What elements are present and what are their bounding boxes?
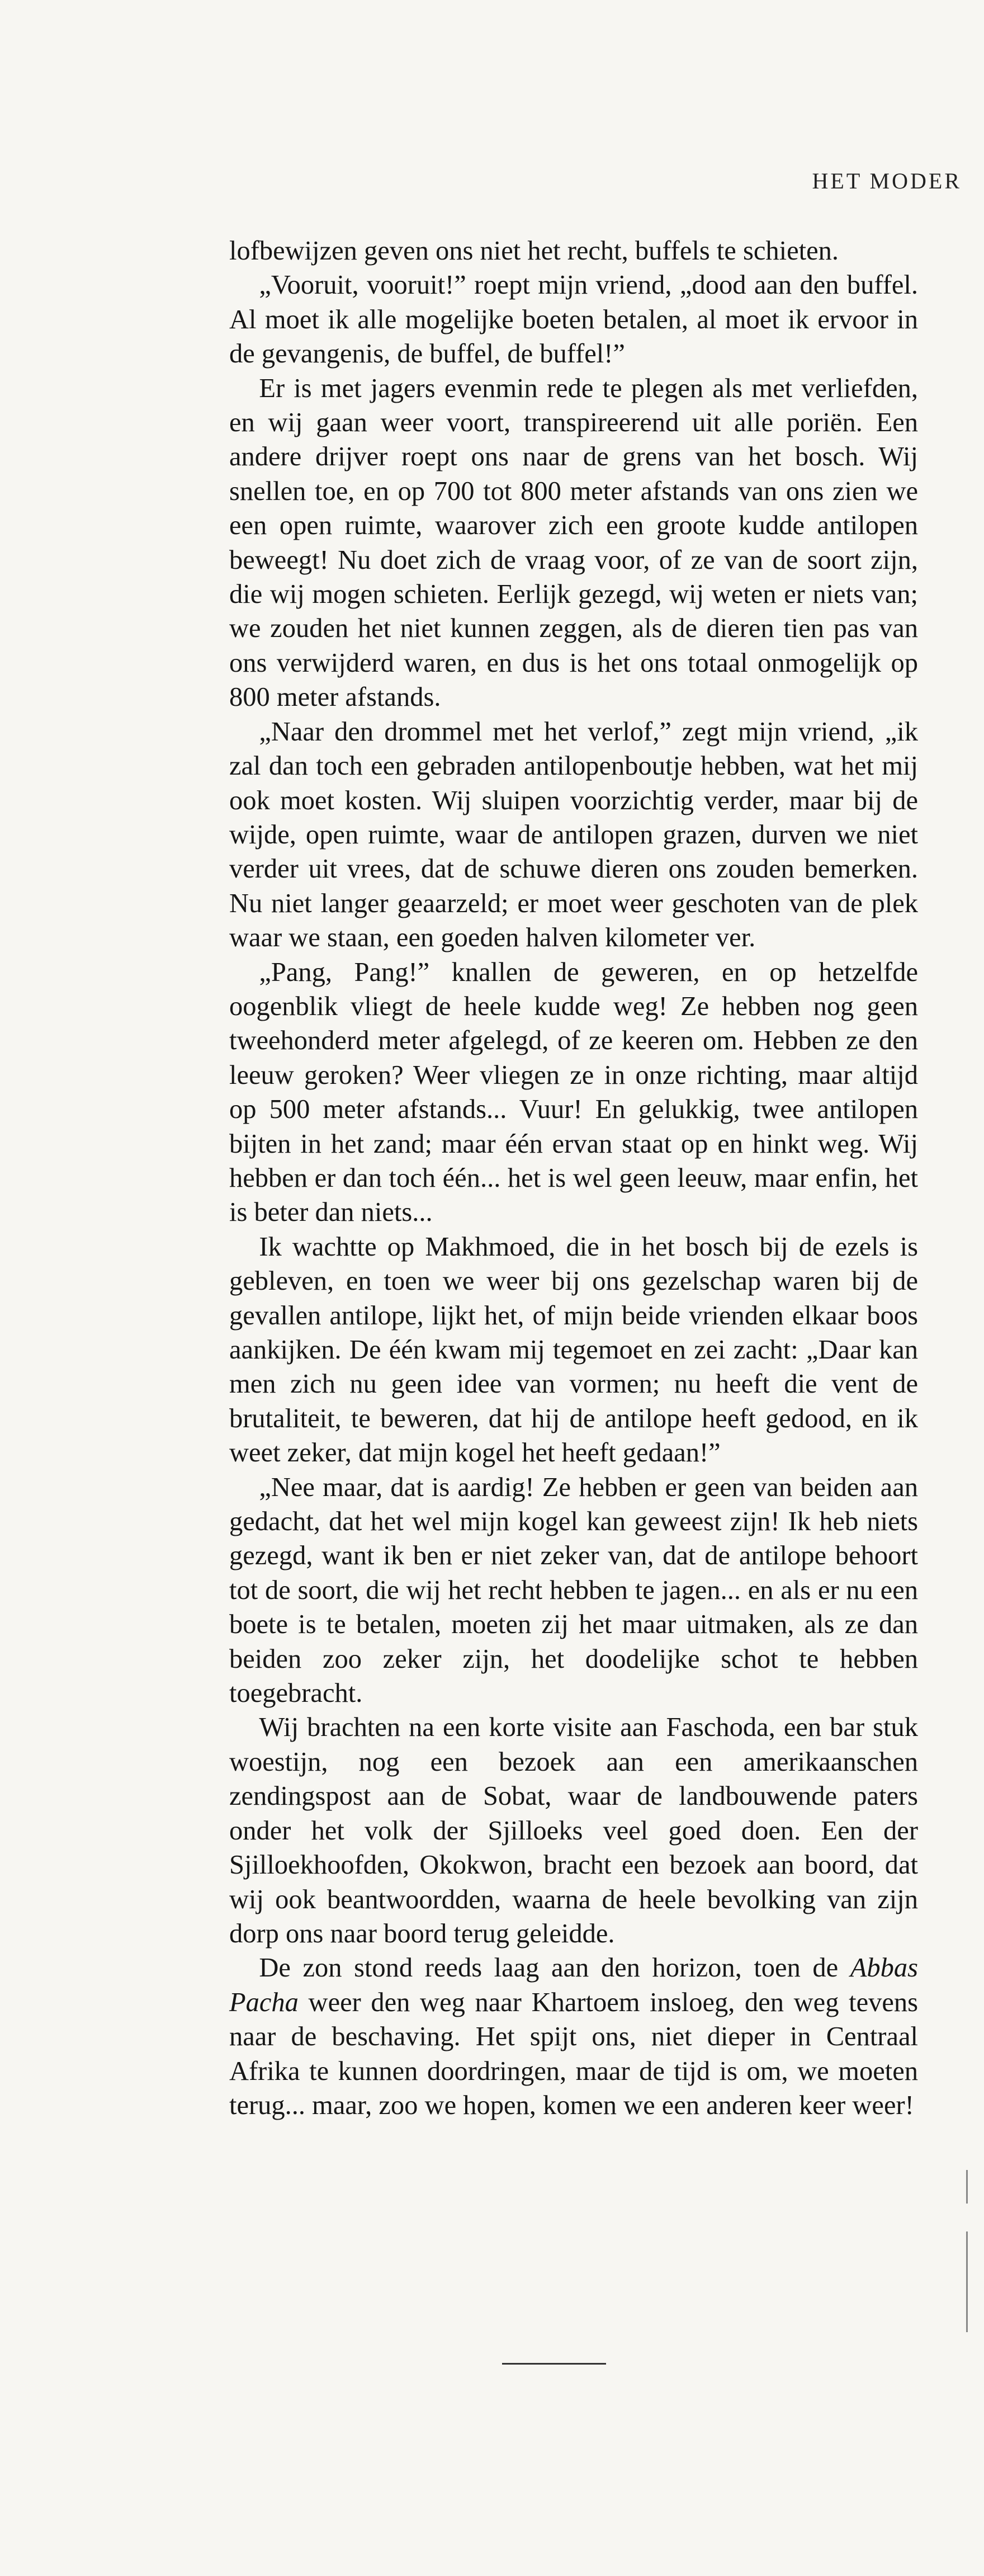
ship-name: Abbas Pacha [229, 1953, 918, 2017]
paragraph-7: „Nee maar, dat is aardig! Ze hebben er geen van beiden aan gedacht, dat het wel mijn kogel kan geweest zijn! Ik heb niets gezegd, want ik ben er niet zeker van, dat de antilope behoort tot de soort, die wij het recht hebben te jagen... en als er nu een boete is te betalen, moeten zij het maar uitmaken, als ze dan beiden zoo zeker zijn, het doodelijke schot te hebben toegebracht. [229, 1472, 918, 1709]
paragraph-2: „Vooruit, vooruit!” roept mijn vriend, „dood aan den buffel. Al moet ik alle mogelijke boeten betalen, al moet ik ervoor in de gevangenis, de buffel, de buffel!” [229, 270, 918, 369]
paragraph-4: „Naar den drommel met het verlof,” zegt mijn vriend, „ik zal dan toch een gebraden antilopenboutje hebben, wat het mij ook moet kosten. Wij sluipen voorzichtig verder, maar bij de wijde, open ruimte, waar de antilopen grazen, durven we niet verder uit vrees, dat de schuwe dieren ons zouden bemerken. Nu niet langer geaarzeld; er moet weer geschoten van de plek waar we staan, een goeden halven kilometer ver. [229, 716, 918, 953]
paragraph-5: „Pang, Pang!” knallen de geweren, en op hetzelfde oogenblik vliegt de heele kudde weg! Ze hebben nog geen tweehonderd meter afgelegd, of ze keeren om. Hebben ze den leeuw geroken? Weer vliegen ze in onze richting, maar altijd op 500 meter afstands... Vuur! En gelukkig, twee antilopen bijten in het zand; maar één ervan staat op en hinkt weg. Wij hebben er dan toch één... het is wel geen leeuw, maar enfin, het is beter dan niets... [229, 957, 918, 1228]
article-text-column [229, 234, 918, 2122]
paragraph-8: Wij brachten na een korte visite aan Faschoda, een bar stuk woestijn, nog een bezoek aan een amerikaanschen zendingspost aan de Sobat, waar de landbouwende paters onder het volk der Sjilloeks veel goed doen. Een der Sjilloekhoofden, Okokwon, bracht een bezoek aan boord, dat wij ook beantwoordden, waarna de heele bevolking van zijn dorp ons naar boord terug geleidde. [229, 1712, 918, 1948]
paragraph-3: Er is met jagers evenmin rede te plegen als met verliefden, en wij gaan weer voort, transpireerend uit alle poriën. Een andere drijver roept ons naar de grens van het bosch. Wij snellen toe, en op 700 tot 800 meter afstands van ons zien we een open ruimte, waarover zich een groote kudde antilopen beweegt! Nu doet zich de vraag voor, of ze van de soort zijn, die wij mogen schieten. Eerlijk gezegd, wij weten er niets van; we zouden het niet kunnen zeggen, als de dieren tien pas van ons verwijderd waren, en dus is het ons totaal onmogelijk op 800 meter afstands. [229, 373, 918, 713]
paragraph-6: Ik wachtte op Makhmoed, die in het bosch bij de ezels is gebleven, en toen we weer bij ons gezelschap waren bij de gevallen antilope, lijkt het, of mijn beide vrienden elkaar boos aankijken. De één kwam mij tegemoet en zei zacht: „Daar kan men zich nu geen idee van vormen; nu heeft die vent de brutaliteit, te beweren, dat hij de antilope heeft gedood, en ik weet zeker, dat mijn kogel het heeft gedaan!” [229, 1232, 918, 1468]
margin-edge-mark [966, 2170, 968, 2204]
paragraph-9-after: weer den weg naar Khartoem insloeg, den weg tevens naar de beschaving. Het spijt ons, niet dieper in Centraal Afrika te kunnen doordringen, maar de tijd is om, we moeten terug... maar, zoo we hopen, komen we een anderen keer weer! [229, 1987, 918, 2120]
closing-rule [502, 2363, 606, 2365]
paragraph-9 [229, 1951, 918, 2122]
margin-edge-mark [966, 2231, 968, 2332]
paragraph-1: lofbewijzen geven ons niet het recht, buffels te schieten. [229, 236, 839, 266]
paragraph-9-before: De zon stond reeds laag aan den horizon, toen de [259, 1953, 850, 1983]
running-head: HET MODER [812, 168, 962, 194]
